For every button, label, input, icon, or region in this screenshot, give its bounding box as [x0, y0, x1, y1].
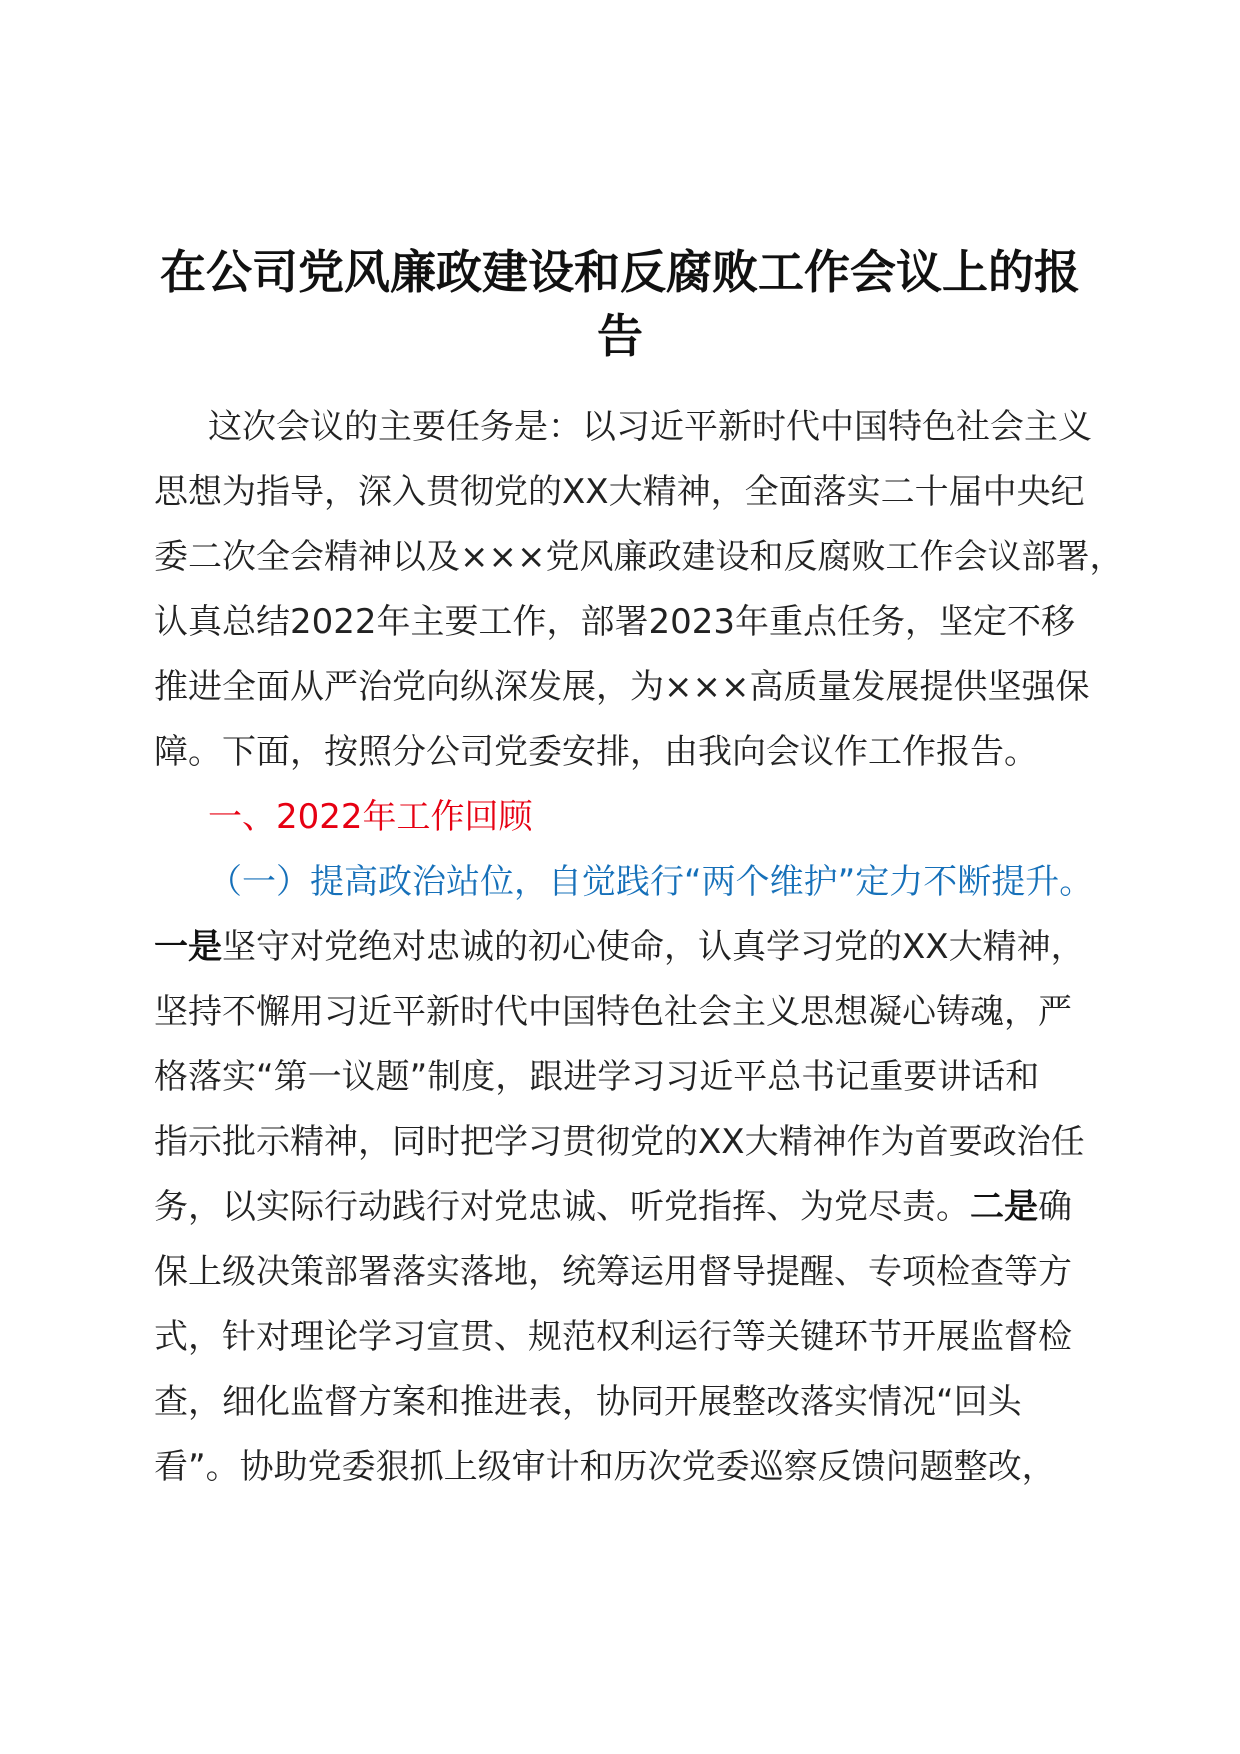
subsection-heading: （一）提高政治站位，自觉践行“两个维护”定力不断提升。 [208, 862, 1094, 902]
document-body [154, 395, 1124, 1500]
body-line: 坚持不懈用习近平新时代中国特色社会主义思想凝心铸魂，严 [154, 992, 1072, 1032]
body-line: 查，细化监督方案和推进表，协同开展整改落实情况“回头 [154, 1382, 1022, 1422]
point-two-line [154, 1175, 1094, 1240]
intro-line: 障。下面，按照分公司党委安排，由我向会议作工作报告。 [154, 732, 1038, 772]
body-line: 保上级决策部署落实落地，统筹运用督导提醒、专项检查等方 [154, 1252, 1072, 1292]
section-heading: 一、2022年工作回顾 [208, 797, 533, 837]
point-one-label: 一是 [154, 927, 222, 967]
intro-line: 思想为指导，深入贯彻党的XX大精神，全面落实二十届中央纪 [154, 472, 1085, 512]
point-two-post-text: 确 [1038, 1187, 1072, 1227]
title-line-1: 在公司党风廉政建设和反腐败工作会议上的报 [160, 245, 1080, 299]
body-line: 格落实“第一议题”制度，跟进学习习近平总书记重要讲话和 [154, 1057, 1040, 1097]
body-line: 式，针对理论学习宣贯、规范权利运行等关键环节开展监督检 [154, 1317, 1072, 1357]
point-two-pre-text: 务，以实际行动践行对党忠诚、听党指挥、为党尽责。 [154, 1187, 970, 1227]
point-two-label: 二是 [970, 1187, 1038, 1227]
point-one-line [154, 915, 1094, 980]
title-line-2: 告 [597, 309, 643, 363]
intro-line: 委二次全会精神以及×××党风廉政建设和反腐败工作会议部署， [154, 537, 1124, 577]
body-line: 看”。协助党委狠抓上级审计和历次党委巡察反馈问题整改， [154, 1447, 1056, 1487]
body-line: 指示批示精神，同时把学习贯彻党的XX大精神作为首要政治任 [154, 1122, 1085, 1162]
intro-line: 这次会议的主要任务是：以习近平新时代中国特色社会主义 [208, 407, 1092, 447]
document-title [150, 240, 1090, 368]
intro-line: 认真总结2022年主要工作，部署2023年重点任务，坚定不移 [154, 602, 1076, 642]
point-one-text: 坚守对党绝对忠诚的初心使命，认真学习党的XX大精神， [222, 927, 1085, 967]
intro-line: 推进全面从严治党向纵深发展，为×××高质量发展提供坚强保 [154, 667, 1090, 707]
